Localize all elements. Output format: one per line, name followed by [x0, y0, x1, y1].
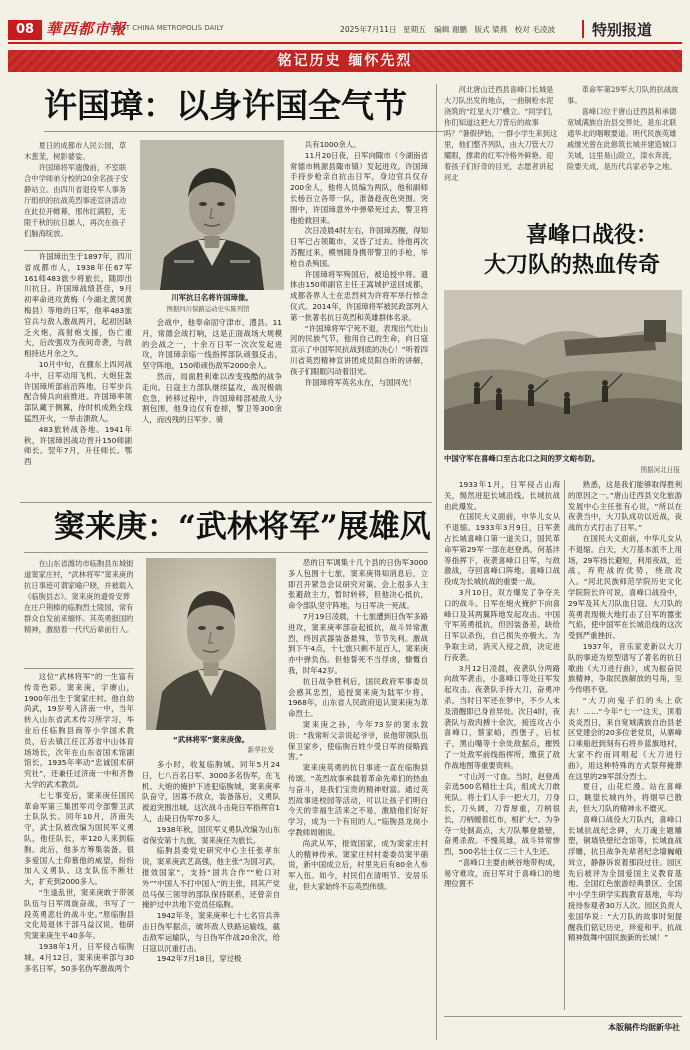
body-paragraph: 1938年1月，日军侵占临朐城。4月12日，窦来庚率部与30多名日军，50多名伪军激战两个: [24, 941, 134, 973]
masthead: [0, 0, 690, 44]
xu-guozhang-portrait: [140, 140, 284, 290]
body-paragraph: 窦来庚英勇的抗日事迹一直在临朐县传颂。“英烈故事承载着革命先辈们的热血与奋斗，是我们宝贵的精神财富。通过英烈故事进校园等活动，可以让孩子们明白今天的幸福生活来之不易，激励他们好好学习，成为一个有用的人。”临朐县龙岗小学教师周娟说。: [288, 763, 428, 837]
section-name: 特别报道: [592, 21, 653, 39]
lead-paragraph: 革命军第29军大刀队的抗战故事。: [567, 85, 679, 105]
body-paragraph: 窦来庚之孙，今年73岁的窦永敦说：“我常听父亲说起爷爷，说他带领队伍保卫家乡，使临朐百姓少受日军的侵略践害。”: [288, 719, 428, 762]
body-paragraph: 许国璋将军英名永在，与国同光！: [304, 377, 416, 387]
body-paragraph: 483旅转战各地。1941年秋，许国璋因战功晋升150师副师长。翌年7月，升任师长。鄂西: [24, 424, 132, 467]
issue-weekday: 星期五: [403, 25, 426, 34]
article3-headline-line2: 大刀队的热血传奇: [484, 252, 661, 278]
body-paragraph: 1937年，音乐家麦新以大刀队的事迹为原型谱写了著名的抗日歌曲《大刀进行曲》，成为振奋民族精神，争取民族解放的号角，至今传唱不衰。: [568, 641, 682, 695]
body-paragraph: 抗日战争胜利后，国民政府军事委员会感其忠烈，追授窦来庚为陆军少将。1968年，山东省人民政府追认窦来庚为革命烈士。: [288, 676, 428, 719]
paper-name: 華西都市報: [46, 20, 127, 38]
article-divider: [20, 502, 432, 503]
section-divider: [582, 20, 584, 38]
body-paragraph: 3月10日，双方爆发了争夺关口的战斗。日军在炮火掩护下向喜峰口及其两翼阵地发起攻击。中国守军英勇抵抗，但因装备差，缺给日军以杀伤，自己损失亦极大。为争取主动，消灭入侵之敌，决定进行夜袭。: [444, 587, 560, 662]
article2-col2: [142, 760, 280, 1034]
body-paragraph: 1942年7月18日，穿过极: [156, 954, 242, 964]
body-paragraph: 恶的日军调集十几个县的日伪军3000多人包围十七旅，窦来庚得知消息后，立即召开紧急会议研究对策。会上很多人主张避敌主力，暂时转移，但他决心抵抗，命令部队坚守阵地，与日军决一死战。: [288, 558, 428, 611]
body-paragraph: 1933年1月，日军侵占山海关，惕然进犯长城沿线。长城抗战由此爆发。: [444, 480, 560, 511]
lead-paragraph: 夏日的成都市人民公园，草木葱茏，树影婆娑。: [24, 141, 127, 161]
article1-lead: [24, 140, 132, 246]
body-paragraph: 然而，局面胜利难以改变残酷的战争走向。日寇主力部队继续猛攻，战况极端危急，转移过程中，许国璋师部被敌人分割包围，他身边仅有卷掉，警卫等300余人，而凶残的日军步、骑: [142, 371, 282, 425]
article2-title-rule: [24, 552, 428, 553]
body-paragraph: 临朐县委党史研究中心主任张孝东说，窦来庚武艺高强，他主张“为国习武，报效国家”，支持“国共合作”“枪口对外”“中国人不打中国人”的主张，同其产党员马保三领导的部队保持联系，还曾亲自掩护过中共地下党员任临朐。: [142, 846, 280, 910]
article1-photo-caption: 川军抗日名将许国璋像。: [171, 293, 253, 302]
body-paragraph: 3月12日凌晨，夜袭队分两路向敌军袭击，小喜峰口等处日军发起攻击。夜袭队手持大刀，奋勇冲杀。当时日军还在梦中，不少人未及清醒即已身首异处。次日4时，夜袭队与敌肉搏十余次，接连攻占小喜峰口，蔡家峪，西堡子，后杖子，黑山嘴等十余处敌据点，摧毁了一处敌军前线指挥所，缴获了敌作战地图等重要资料。: [444, 663, 560, 770]
article2-col1: [24, 672, 134, 1034]
body-paragraph: 许国璋将军殉国后，被追授中将。遗体由150师副官主任王嵩城护送回成都，成都各界人士在忠烈祠为许将军举行悼念仪式。2014年，许国璋将军被民政部列入第一批著名抗日英烈和英雄群体名录。: [290, 269, 428, 322]
article1-col2: [142, 318, 282, 498]
article3-col1: [444, 480, 560, 1010]
article3-headline-line1: 喜峰口战役：: [526, 222, 659, 248]
body-paragraph: 次日凌晨4时左右，许国璋苏醒，得知日军已占领陬市，又昏了过去。待他再次苏醒过来，模刎随身携带警卫的手枪，举枪自杀殉国。: [290, 226, 428, 268]
body-paragraph: 熟悉，这是我们能够取得胜利的原因之一。”唐山迁西县文化旅游发展中心主任张有心说，“所以在夜袭当中，大刀队成功以近战，夜战的方式打击了日军。”: [568, 480, 682, 533]
article2-photo-caption: “武林将军”窦来庚像。: [172, 735, 250, 744]
footer-rule: [444, 1016, 682, 1017]
body-paragraph: 兵有1000余人。: [304, 140, 361, 149]
body-paragraph: 1942年冬，窦来庚率七十七名官兵奔击日伪军据点，破坏敌人铁路运输线，截击敌军运输队，与日伪军作战20余次，给日寇以沉重打击。: [142, 911, 280, 953]
article2-headline: 窦来庚：“武林将军”展雄风: [54, 509, 431, 545]
column-divider: [564, 480, 565, 1010]
proofreader-credit: 校对 毛凌波: [514, 25, 556, 34]
body-paragraph: 七七事变后，窦来庚任国民革命军第三集团军司令部警卫武士队队长。同年10月，济南失守，武士队被改编为国民军义勇队，他任队长，率120人来到临朐。此后，他多方筹集装备，很多爱国人士仰慕他的威望，纷纷加入义勇队。这支队伍不断壮大，扩充到2000多人。: [24, 790, 134, 887]
body-paragraph: 这位“武林将军”的一生富有传奇色彩。窦来庚，字赓山，1900年出生于窦家庄村。他自幼尚武，19岁考入济南一中，当年转入山东省武术传习所学习，毕业后任临朐县商等小学国术教员，后去镇江任江苏省中山体育场场长，次年在山东省国术馆副馆长，1935年率动“忠诚国术研究社”，还兼任过济南一中和齐鲁大学的武术教员。: [24, 672, 134, 789]
body-paragraph: “许国璋将军宁死不退，表现出气壮山河的民族气节，他用自己的生命，向日寇宣示了中国军民抗战到底的决心！”听着四川省英烈精神宣讲团成员阳自昕的讲解，孩子们眼眶闪动着泪光。: [290, 323, 428, 376]
article3-photo-caption: 中国守军在喜峰口至古北口之间的罗文峪布防。: [444, 454, 600, 463]
body-paragraph: 许国璋出生于1897年，四川省成都市人，1938年任67军161师483旅少将旅长，随即出川抗日。许国璋战绩甚佳，9月初率命进攻黄梅（今湖北黄冈黄梅县）等地的日军，他率483旅官兵与敌人激战两月，起初因缺乏火炮，高射炮支援，伤亡重大，后改强攻为夜间奇袭，与敌相持达月余之久。: [24, 252, 132, 359]
article2-lead-rule: [24, 668, 134, 669]
body-paragraph: “大刀向鬼子们的头上砍去！……”今年“七一”这天，顶着炎炎烈日，来自宽城满族自治县老区党建会的20多位老党员，从寨峰口乘船赶到刻有石将乡蓝旗地村，大家不约而同唱起《大刀进行曲》，用这种特殊的方式祭拜掩葬在这里的29军部分烈士。: [568, 695, 682, 781]
body-paragraph: “生逢乱世，窦来庚敢于带领队伍与日军周旋奋战，书写了一段英勇悲壮的战斗史。”原临朐县文化局退休干部马益汉说，他研究窦来庚生平40多年。: [24, 887, 134, 941]
article3-photo-credit: 图据河北日报: [640, 466, 680, 474]
article1-col1: [24, 252, 132, 498]
masthead-meta: [340, 24, 555, 35]
article2-lead: [24, 558, 134, 664]
article2-col3: [288, 558, 428, 1034]
article2-photo-credit: 新华社发: [247, 746, 274, 754]
lead-paragraph: 河北唐山迁西县喜峰口长城是大刀队出发的地点，一曲铜枪水泥浇筑的“红星大刀”横立。“同学们，你们知道这把大刀背后的故事吗？”暑假伊始，一群小学生来到这里，他们整齐列队，由大刀管大刀耀眼，撑肃的红军冷格外鲜艳。迎着孩子们好奇的目光，志愿者讲起河北: [444, 85, 558, 182]
lead-paragraph: 许国璋将军遗像前，不室联合中学师弟分校的20余名孩子安静站立。由四川省退役军人事务厅组织的抗战英烈事迹宣讲活动在此拉开帷幕，邢伟红满腔，无限千秋的抗日雄人，再次在孩子们脑海绽放。: [24, 163, 129, 238]
body-paragraph: 在国民大义面前，中华儿女从不退缩。白天，大刀基本派不上用场，29军扬长避短，利用夜战，近战，弃兜战的优势，绕敌攻入。“河北民族师范学院历史文化学院院长许可说，喜峰口战役中，29军及其大刀队血日寇。大刀队的英勇表现极大地打击了日军的嚣张气焰，使中国军在长城沿线的这次受到严重挫折。: [568, 533, 682, 641]
portrait-drawing: [140, 140, 284, 290]
page-number-badge: [8, 20, 42, 40]
lead-paragraph: 喜峰口位于唐山迁西县和承德宽城满族自治县交界处，是东北联通华北的咽喉要道。明代民族英雄戚继光曾在此修筑长城并建造城口关城，这里易山险立，滦水奔流，险要天成，是历代兵家必争之地。: [567, 107, 677, 171]
section-banner: [8, 50, 682, 72]
masthead-rule: [8, 42, 682, 44]
issue-date: 2025年7月11日: [340, 25, 397, 34]
body-paragraph: 10月中旬，在骤东上四河战斗中，日军动用飞机、大炮狂轰许国璋所部前沿阵地，日军步兵配合骑兵向前推进。许国璋率领部队藏于侧翼，待时机成熟全线猛烈开火，一举击溃敌人。: [24, 359, 132, 423]
article3-col2: [568, 480, 682, 1010]
page-source-note: 本版稿件均据新华社: [608, 1023, 680, 1032]
body-paragraph: 尚武从军，报效国家，成为窦家庄村人的精神传承。窦家庄村村委委员窦平硝说，新中国成立后，村里先后有80余人参军入伍。如今，村民们在清明节、安居乐业，但大家始终不忘英烈伟绩。: [288, 838, 428, 891]
dou-laigeng-portrait: [146, 558, 276, 730]
portrait-drawing: [146, 558, 276, 730]
body-paragraph: 11月20日夜，日军向陬市（今湖南省常德市桃源县陬市镇）发起进攻。许国璋手持步枪亲自抗击日军，身边官兵仅存200余人，他将人员编为两队，他和副师长杨百立各带一队，准备趁夜色突围。突围中，许国璋意外中弹晕死过去，警卫将他抢救回来。: [290, 150, 428, 225]
paper-name-en: WEST CHINA METROPOLIS DAILY: [110, 24, 224, 32]
article1-title-rule: [44, 131, 444, 132]
page-number: 08: [15, 22, 35, 37]
article1-headline: 许国璋：以身许国全气节: [44, 86, 407, 125]
body-paragraph: 喜峰口战役大刀队内，喜峰口长城抗战纪念碑，大刀魂主题雕塑，铜墙铁壁纪念馆等，长城血战浮雕，抗日战争先辈者纪念墙巍峨耸立，静静诉说着那段过往。园区先后被评为全国爱国主义教育基地、全国红色旅游经典景区、全国中小学生研学实践教育基地，年均接待参观者30万人次。园区负责人张国华说：“大刀队的故事时刻提醒我们铭记历史，珍爱和平。抗战精神鼓舞中国民族新的长城！”: [568, 814, 682, 943]
body-paragraph: 会战中，他奉命固守津市、澧县。11月，常德会战打响，这是正面战场大规模的会战之一，十余万日军一次次发起进攻，许国璋亲临一线指挥部队顽强反击，坚守阵地，150师顽伤敌军2000余人。: [142, 318, 282, 371]
body-paragraph: 在国民大义面前，中华儿女从不退缩。1933年3月9日，日军袭占长城喜峰口第一道关口，国民革命军第29军一部在赵登禹，何基沣等指挥下，夜袭喜峰口日军，与敌激战，夺回喜峰口阵地。喜峰口战役成为长城抗战的重要一战。: [444, 512, 560, 587]
column-divider: [436, 84, 437, 1040]
article1-col3: [290, 140, 428, 498]
great-wall-drawing: [444, 290, 682, 450]
body-paragraph: 7月19日凌晨，十七旅遭到日伪军多路进攻，窦来庚率部奋起抵抗，战斗异常激烈，终因武器装备悬殊，节节失利。激战到下午4点，十七旅只剩不足百人，窦来庚亦中弹负伤。但他誓死不当俘虏，慷慨自我，时年42岁。: [288, 611, 428, 675]
lead-paragraph: 在山东省潍坊市临朐县东城街道窦家庄村，“武林将军”窦来庚的抗日事迹可谓家喻户晓，并被载入《临朐县志》。窦来庚的遗骨安葬在庄户荆榛的临朐烈士陵园，常有群众自发前来缅怀。其英勇报国的精神，激励着一代代后辈前行人。: [24, 559, 134, 634]
great-wall-photo: [444, 290, 682, 450]
body-paragraph: 1938年秋，国民军义勇队改编为山东省保安第十九旅，窦来庚任为旅长。: [142, 824, 280, 845]
body-paragraph: “寸山河一寸血。当时，赵登禹亲选500名精壮士兵，组成大刀敢死队。将士们人手一把大刀，刀身长，刀头阔，刀背厚重，刀柄很长，刀柄缠着红布，相扩大”。为争夺一处制高点，大刀队攀登悬壁，奋勇杀敌。不愧英雄，战斗异常惨烈，500名壮士仅二三十人生还。: [444, 771, 560, 857]
editor-credit: 编辑 谢鹏: [434, 25, 468, 34]
body-paragraph: 夏日，山花烂漫。站在喜峰口，眺望长城内外，将烟早已散去，但大刀队的精神永不磨灭。: [568, 782, 682, 813]
article1-photo-credit: 图据四川保路运动史实陈列馆: [166, 305, 250, 313]
body-paragraph: 多小时，收复临朐城。同年5月24日，七八百名日军、3000多名伪军，在飞机、大炮的掩护下进犯临朐城，窦来庚率队奋守，因寡不敌众，装备落后，义勇队被迫突围出城。这次战斗击毙日军指挥官1人，击毙日伪军70多人。: [142, 760, 280, 823]
article1-lead-rule: [24, 250, 132, 251]
designer-credit: 版式 梁燕: [474, 25, 508, 34]
banner-title: 铭记历史 缅怀先烈: [277, 53, 413, 69]
body-paragraph: “喜峰口主要由峡谷地带构成，易守难攻，而日军对于喜峰口的地理位置不: [444, 857, 560, 889]
